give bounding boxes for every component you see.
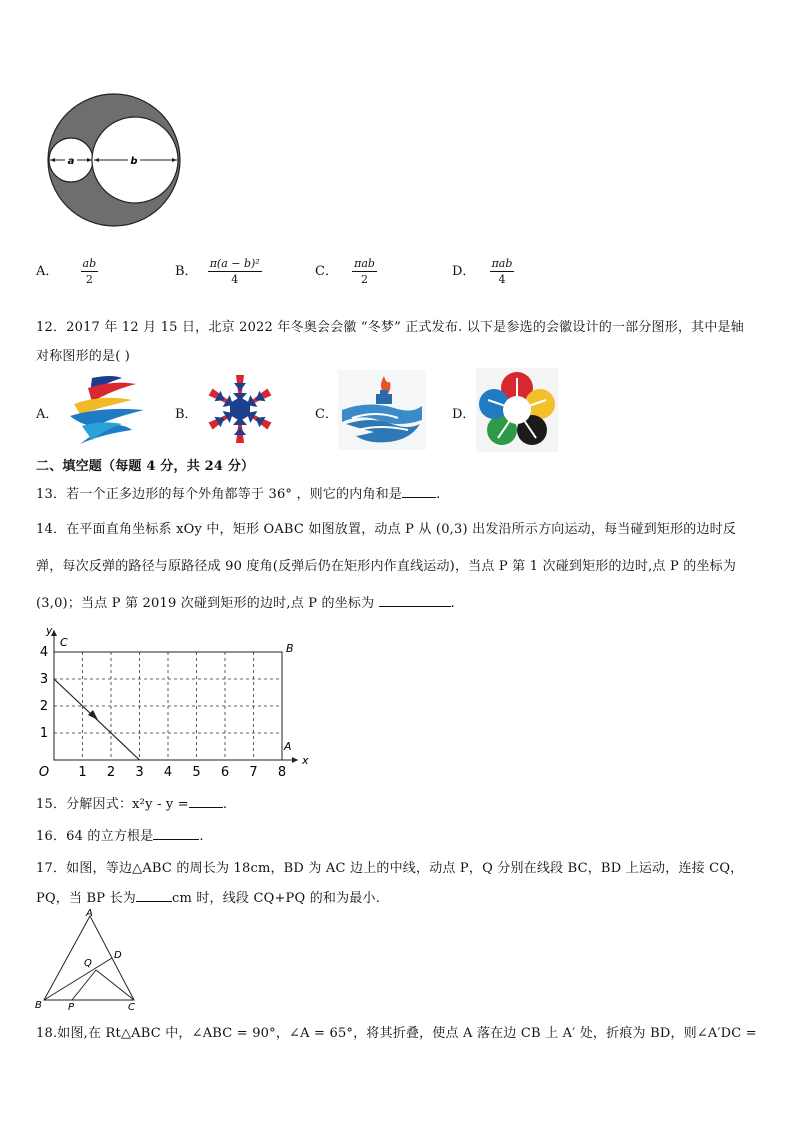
fraction-denominator: 4 (498, 273, 506, 286)
option-letter: D． (452, 264, 476, 279)
triangle-label-q: Q (84, 958, 92, 969)
triangle-figure (34, 908, 144, 1012)
q12-line-2: 对称图形的是( ) (36, 349, 131, 364)
triangle-label-p: P (68, 1002, 75, 1012)
q11-option-c[interactable] (315, 257, 377, 286)
q18-line: 18.如图,在 Rt△ABC 中，∠ABC = 90°，∠A = 65°，将其折叠，使点 A 落在边 CB 上 A′ 处，折痕为 BD，则∠A′DC = (36, 1026, 757, 1041)
q13-text: 13．若一个正多边形的每个外角都等于 36° ，则它的内角和是 (36, 487, 403, 502)
q13-line (36, 483, 440, 502)
triangle-label-c: C (128, 1002, 135, 1012)
q12-option-a-letter[interactable]: A． (36, 407, 59, 422)
x-tick-3: 3 (135, 765, 144, 780)
y-tick-4: 4 (39, 645, 49, 660)
emblem-c-image (338, 370, 426, 450)
x-tick-6: 6 (220, 765, 230, 780)
q17-text-a: PQ，当 BP 长为 (36, 891, 136, 906)
y-tick-2: 2 (39, 699, 49, 714)
q12-option-c-letter[interactable]: C． (315, 407, 338, 422)
triangle-label-b: B (35, 1000, 42, 1011)
q11-option-d[interactable] (452, 257, 514, 286)
q17-line-1: 17．如图，等边△ABC 的周长为 18cm，BD 为 AC 边上的中线，动点 P，Q 分别在线段 BC，BD 上运动，连接 CQ， (36, 861, 744, 876)
y-tick-1: 1 (39, 726, 49, 741)
label-a: a (67, 156, 75, 167)
circles-figure (44, 92, 184, 232)
label-b: b (130, 156, 138, 167)
x-tick-4: 4 (163, 765, 173, 780)
q14-end: . (450, 596, 456, 611)
q13-answer-blank[interactable] (402, 497, 436, 498)
emblem-d-image (476, 368, 558, 452)
q14-line-2: 弹，每次反弹的路径与原路径成 90 度角(反弹后仍在矩形内作直线运动)，当点 P 第 1 次碰到矩形的边时,点 P 的坐标为 (36, 559, 737, 574)
triangle-label-a: A (86, 908, 93, 919)
option-letter: C． (315, 264, 338, 279)
y-tick-3: 3 (39, 672, 49, 687)
q17-line-2 (36, 887, 380, 906)
q15-end: . (222, 797, 228, 812)
x-axis-label: x (302, 754, 309, 767)
q12-option-b-letter[interactable]: B． (175, 407, 198, 422)
q12-option-d-letter[interactable]: D． (452, 407, 476, 422)
q17-answer-blank[interactable] (136, 901, 172, 902)
q13-end: . (436, 487, 441, 502)
q16-line (36, 825, 204, 844)
q15-answer-blank[interactable] (189, 807, 223, 808)
q14-text: (3,0)；当点 P 第 2019 次碰到矩形的边时,点 P 的坐标为 (36, 596, 375, 611)
q15-text: 15．分解因式：x²y - y = (36, 797, 189, 812)
origin-label: O (38, 765, 50, 780)
q16-answer-blank[interactable] (153, 839, 199, 840)
point-a-label: A (284, 740, 292, 753)
fraction-denominator: 2 (361, 273, 369, 286)
q17-text-b: cm 时，线段 CQ+PQ 的和为最小. (171, 891, 381, 906)
point-c-label: C (60, 636, 68, 649)
emblem-a-image (62, 370, 152, 450)
q14-line-3 (36, 592, 455, 611)
x-tick-7: 7 (249, 765, 258, 780)
q14-answer-blank[interactable] (379, 606, 451, 607)
coordinate-grid-figure (30, 620, 320, 780)
point-b-label: B (286, 642, 294, 655)
option-letter: B． (175, 264, 198, 279)
q16-text: 16．64 的立方根是 (36, 829, 154, 844)
y-axis-label: y (46, 624, 53, 637)
q12-line-1: 12．2017 年 12 月 15 日，北京 2022 年冬奥会会徽 “冬梦” 正式发布. 以下是参选的会徽设计的一部分图形，其中是轴 (36, 320, 744, 335)
triangle-label-d: D (114, 950, 122, 961)
fraction-numerator: ab (82, 257, 97, 270)
q14-line-1: 14．在平面直角坐标系 xOy 中，矩形 OABC 如图放置，动点 P 从 (0,3) 出发沿所示方向运动，每当碰到矩形的边时反 (36, 522, 737, 537)
x-tick-2: 2 (106, 765, 116, 780)
fraction-numerator: πab (354, 257, 375, 270)
q15-line (36, 793, 227, 812)
x-tick-8: 8 (277, 765, 287, 780)
x-tick-5: 5 (192, 765, 201, 780)
q16-end: . (199, 829, 204, 844)
emblem-b-image (200, 371, 280, 447)
q11-option-b[interactable] (175, 257, 262, 286)
fraction-denominator: 2 (85, 273, 93, 286)
option-letter: A． (36, 264, 59, 279)
q11-option-a[interactable] (36, 257, 98, 286)
section-title: 二、填空题（每题 4 分，共 24 分） (36, 459, 255, 474)
x-tick-1: 1 (78, 765, 87, 780)
fraction-denominator: 4 (231, 273, 239, 286)
fraction-numerator: πab (491, 257, 513, 270)
fraction-numerator: π(a − b)² (209, 257, 260, 270)
